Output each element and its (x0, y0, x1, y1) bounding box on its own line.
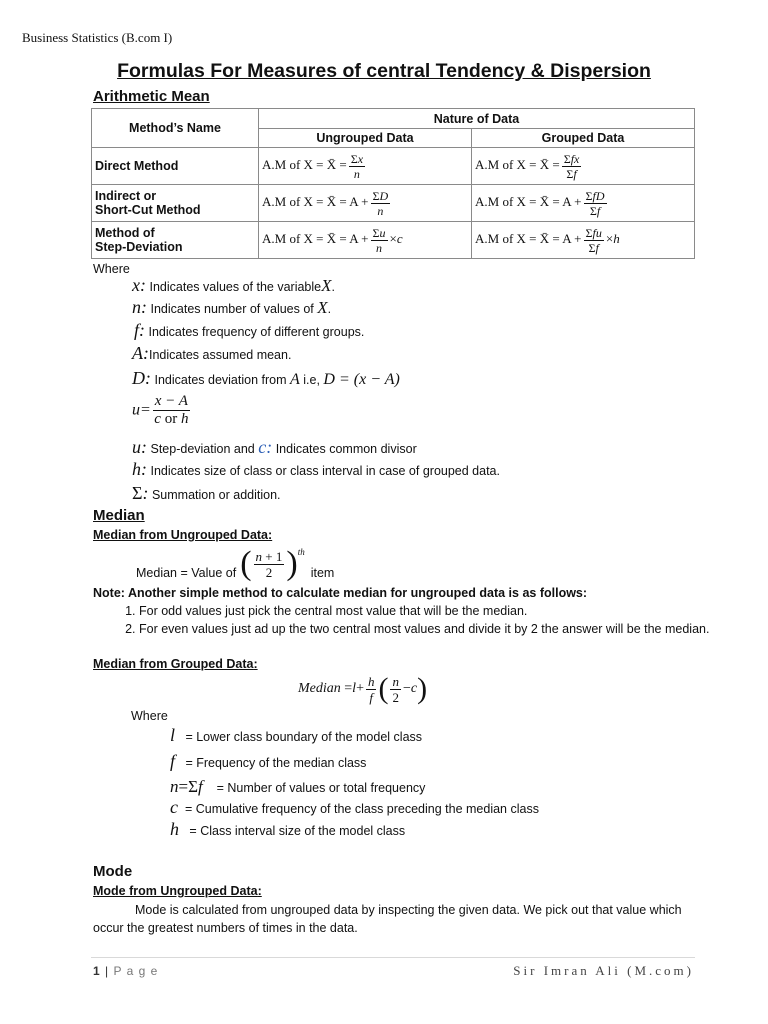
median-heading: Median (93, 507, 145, 524)
arithmetic-mean-heading: Arithmetic Mean (93, 88, 210, 105)
row-direct-method: Direct Method (92, 148, 259, 185)
formula-shortcut-ungrouped: A.M of X = X̄ = A + $\frac{\Sigma D}{n}$ (259, 185, 472, 222)
def-u-formula: u= $\frac{x - A}{\text{c or h}}$ (132, 393, 189, 427)
def-median-n-text: = Number of values or total frequency (216, 781, 426, 795)
def-D-formula: D = (x − A) (323, 371, 400, 388)
def-u-text: Step-deviation and (150, 442, 255, 456)
list-item: 1. For odd values just pick the central most value that will be the median. (139, 604, 719, 620)
row-step-deviation (92, 222, 259, 259)
def-f-text: Indicates frequency of different groups. (148, 325, 365, 339)
def-sigma: Σ: Summation or addition. (132, 483, 281, 503)
row-name-line2: Step-Deviation (95, 240, 183, 254)
mode-ungrouped-heading-text: Mode from Ungrouped Data (93, 884, 258, 898)
def-f: f: Indicates frequency of different groups. (134, 320, 365, 340)
median-grouped-formula: Median = l + $\frac{h}{f}$ ( $\frac{n}{2}$ − c ) (298, 672, 428, 705)
def-n-text: Indicates number of values of (150, 302, 314, 316)
def-l: l = Lower class boundary of the model class (170, 725, 423, 745)
list-item: 2. For even values just ad up the two central most values and divide it by 2 the answer will be the median. (139, 622, 719, 638)
a-plus: A + (562, 230, 582, 246)
a-plus: A + (349, 193, 369, 209)
median-where-label: Where (131, 709, 168, 723)
def-A-text: Indicates assumed mean. (149, 348, 292, 362)
row-name-line1: Indirect or (95, 189, 157, 203)
formula-shortcut-grouped: A.M of X = X̄ = A + $\frac{\text{ΣfD}}{\Sigma f}$ (472, 185, 695, 222)
where-label: Where (93, 262, 130, 276)
col-nature-of-data: Nature of Data (259, 109, 695, 129)
def-median-f: f = Frequency of the median class (170, 751, 367, 771)
def-A: A:Indicates assumed mean. (132, 343, 292, 363)
def-D-ie: i.e, (303, 373, 320, 387)
median-item: item (310, 566, 335, 580)
median-ungrouped-heading: Median from Ungrouped Data: (93, 528, 273, 542)
mode-paragraph: Mode is calculated from ungrouped data by inspecting the given data. We pick out that value which occur the greatest numbers of times in the data. (93, 903, 682, 935)
def-D: D: Indicates deviation from A i.e, D = (x − A) (132, 368, 400, 388)
formula-table (91, 108, 695, 259)
document-header: Business Statistics (B.com I) (22, 30, 173, 45)
def-h-text: Indicates size of class or class interval in case of grouped data. (150, 464, 500, 478)
footer-divider (91, 957, 695, 958)
formula-direct-grouped: A.M of X = X̄ = $\frac{\text{Σfx}}{\Sigma f}$ (472, 148, 695, 185)
median-grouped-heading: Median from Grouped Data: (93, 657, 258, 671)
a-plus: A + (349, 230, 369, 246)
am-label: A.M of X = X̄ = (262, 193, 347, 209)
col-ungrouped: Ungrouped Data (259, 129, 472, 148)
page-number: 1 | P a g e (93, 964, 159, 978)
row-name-line1: Method of (95, 226, 155, 240)
am-label: A.M of X = X̄ = (475, 156, 560, 172)
median-value-of: Median = Value of (136, 566, 237, 580)
def-median-n: n=Σf = Number of values or total frequency (170, 777, 426, 796)
median-note: Note: Another simple method to calculate median for ungrouped data is as follows: (93, 586, 588, 600)
col-grouped: Grouped Data (472, 129, 695, 148)
def-x-text: Indicates values of the variable (149, 280, 322, 294)
row-shortcut-method (92, 185, 259, 222)
def-D-text: Indicates deviation from (154, 373, 287, 387)
def-h: h: Indicates size of class or class interval in case of grouped data. (132, 459, 500, 479)
formula-step-ungrouped: A.M of X = X̄ = A + $\frac{\Sigma u}{n}$ ×c (259, 222, 472, 259)
am-label: A.M of X = X̄ = (262, 230, 347, 246)
def-median-f-text: = Frequency of the median class (185, 756, 367, 770)
page-number-value: 1 (93, 964, 101, 978)
col-method-name: Method’s Name (92, 109, 259, 148)
def-median-c: c = Cumulative frequency of the class preceding the median class (170, 797, 539, 817)
mode-ungrouped-heading: Mode from Ungrouped Data: (93, 884, 262, 898)
def-median-c-text: = Cumulative frequency of the class preceding the median class (184, 802, 539, 816)
mode-heading: Mode (93, 863, 133, 880)
symbol-x: x (132, 275, 140, 295)
row-name-line2: Short-Cut Method (95, 203, 201, 217)
page-title-text: Formulas For Measures of central Tendency & Dispersion (117, 60, 651, 82)
median-ungrouped-formula: Median = Value of ( $\frac{n + 1}{2}$ ) $^{th}$ item (136, 545, 335, 582)
def-median-h: h = Class interval size of the model class (170, 819, 406, 839)
def-c-text: Indicates common divisor (275, 442, 417, 456)
page-label: P a g e (113, 964, 159, 978)
def-sigma-text: Summation or addition. (151, 488, 281, 502)
am-label: A.M of X = X̄ = (475, 230, 560, 246)
median-ungrouped-heading-text: Median from Ungrouped Data (93, 528, 269, 542)
def-n: n: Indicates number of values of X. (132, 297, 332, 317)
def-l-text: = Lower class boundary of the model class (185, 730, 423, 744)
def-u: u: Step-deviation and c: Indicates common divisor (132, 437, 417, 457)
median-steps-list (99, 604, 719, 639)
def-x: x: Indicates values of the variableX. (132, 275, 335, 295)
a-plus: A + (562, 193, 582, 209)
def-median-h-text: = Class interval size of the model class (189, 824, 406, 838)
median-grouped-heading-text: Median from Grouped Data (93, 657, 254, 671)
am-label: A.M of X = X̄ = (475, 193, 560, 209)
am-label: A.M of X = X̄ = (262, 156, 347, 172)
formula-direct-ungrouped: A.M of X = X̄ = $\frac{\Sigma x}{n}$ (259, 148, 472, 185)
formula-step-grouped: A.M of X = X̄ = A + $\frac{\text{Σfu}}{\Sigma f}$ ×h (472, 222, 695, 259)
page-title (0, 60, 768, 83)
footer-author: Sir Imran Ali (M.com) (513, 963, 694, 978)
